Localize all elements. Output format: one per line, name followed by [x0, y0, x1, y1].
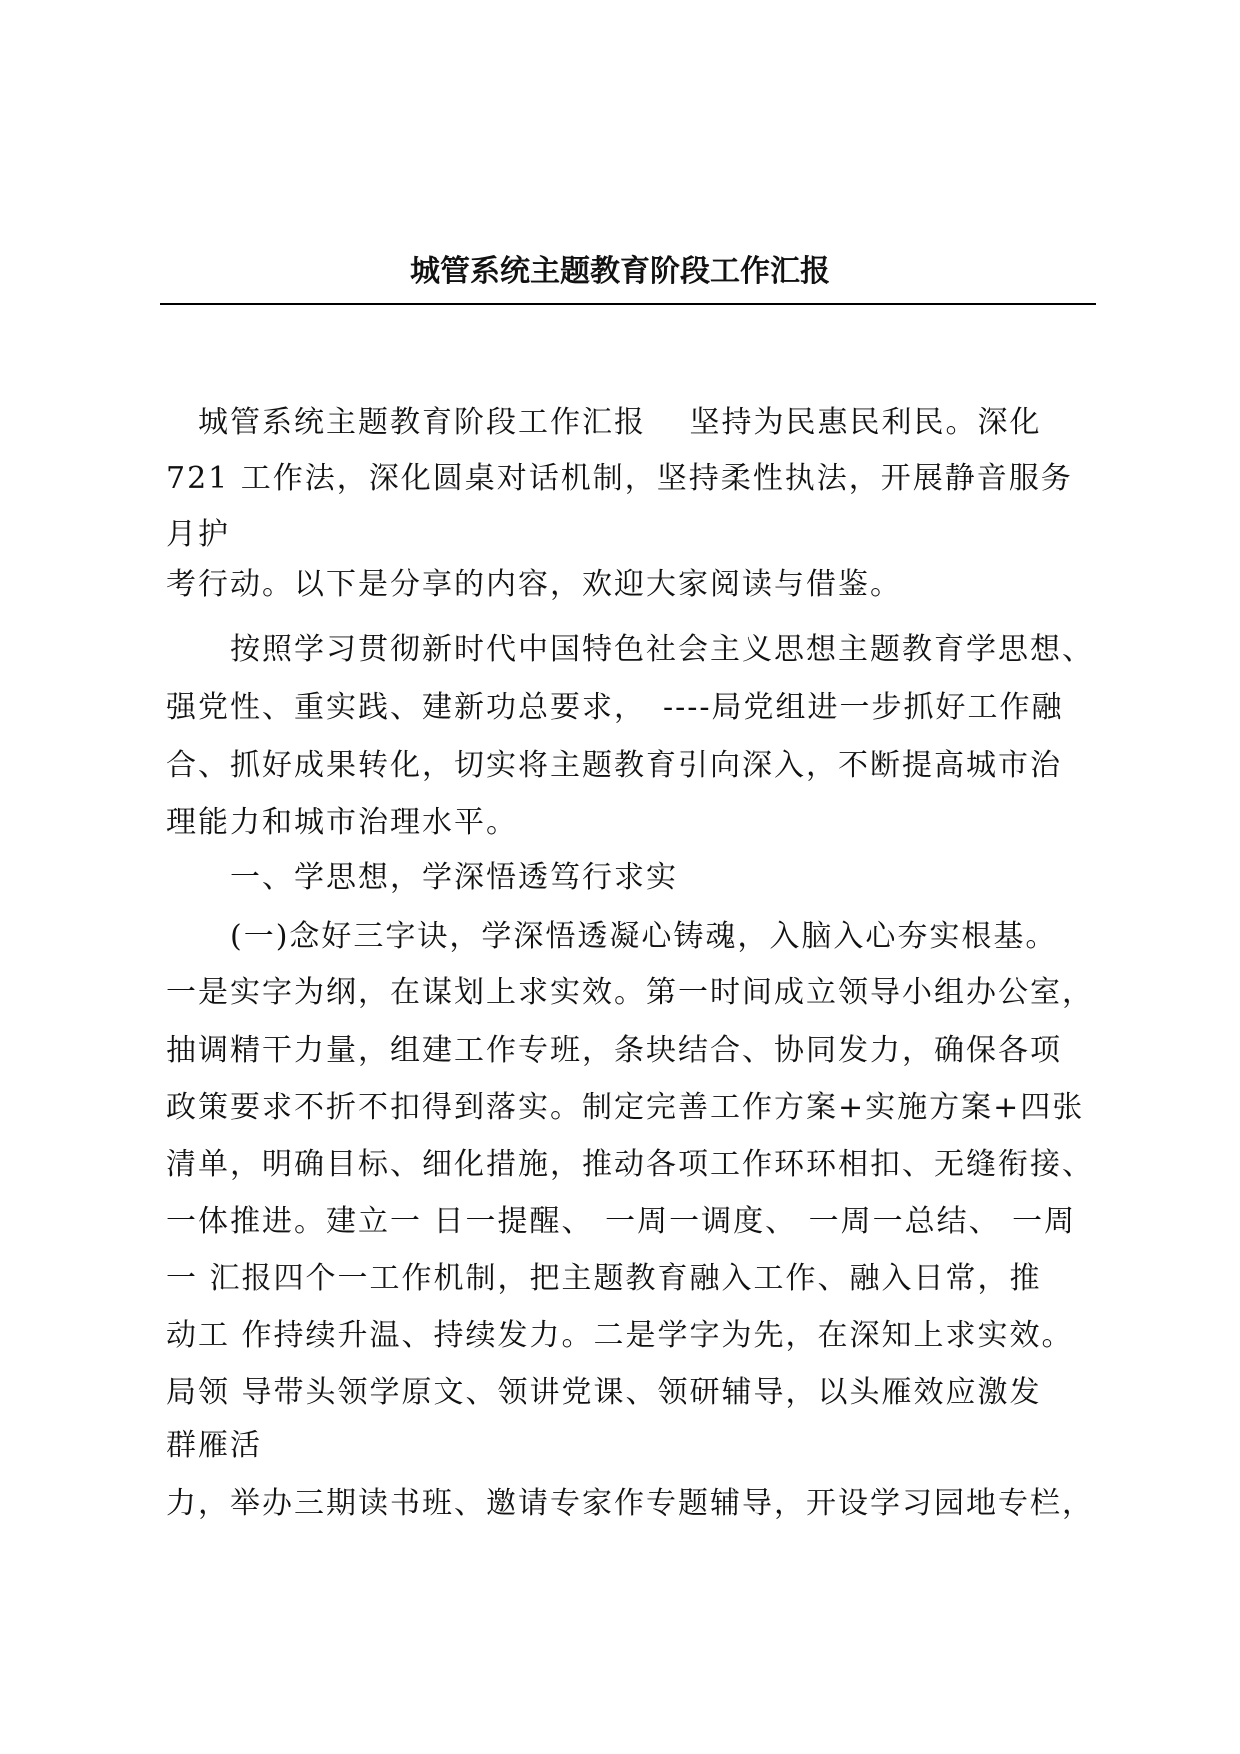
- body-line: 一 汇报四个一工作机制，把主题教育融入工作、融入日常，推: [166, 1261, 1042, 1296]
- body-line: 城管系统主题教育阶段工作汇报 坚持为民惠民利民。深化: [166, 405, 1042, 440]
- section-heading: 一、学思想，学深悟透笃行求实: [166, 860, 678, 895]
- body-line: 一是实字为纲，在谋划上求实效。第一时间成立领导小组办公室，: [166, 975, 1094, 1010]
- body-line: 考行动。以下是分享的内容，欢迎大家阅读与借鉴。: [166, 567, 902, 602]
- title-underline: [160, 303, 1096, 305]
- body-line: 按照学习贯彻新时代中国特色社会主义思想主题教育学思想、: [166, 632, 1094, 667]
- body-line: (一)念好三字诀，学深悟透凝心铸魂，入脑入心夯实根基。: [166, 919, 1058, 954]
- body-line: 清单，明确目标、细化措施，推动各项工作环环相扣、无缝衔接、: [166, 1147, 1094, 1182]
- body-line: 一体推进。建立一 日一提醒、 一周一调度、 一周一总结、 一周: [166, 1204, 1077, 1239]
- body-line: 政策要求不折不扣得到落实。制定完善工作方案+实施方案+四张: [166, 1090, 1085, 1125]
- body-line: 群雁活: [166, 1428, 262, 1463]
- body-line: 局领 导带头领学原文、领讲党课、领研辅导，以头雁效应激发: [166, 1375, 1042, 1410]
- body-line: 月护: [166, 517, 230, 552]
- body-line: 强党性、重实践、建新功总要求， ----局党组进一步抓好工作融: [166, 690, 1064, 725]
- body-line: 721 工作法，深化圆桌对话机制，坚持柔性执法，开展静音服务: [166, 461, 1073, 496]
- body-line: 抽调精干力量，组建工作专班，条块结合、协同发力，确保各项: [166, 1033, 1062, 1068]
- body-line: 理能力和城市治理水平。: [166, 805, 518, 840]
- body-line: 动工 作持续升温、持续发力。二是学字为先，在深知上求实效。: [166, 1318, 1074, 1353]
- body-line: 力，举办三期读书班、邀请专家作专题辅导，开设学习园地专栏，: [166, 1486, 1094, 1521]
- document-title: 城管系统主题教育阶段工作汇报: [410, 254, 830, 289]
- body-line: 合、抓好成果转化，切实将主题教育引向深入，不断提高城市治: [166, 748, 1062, 783]
